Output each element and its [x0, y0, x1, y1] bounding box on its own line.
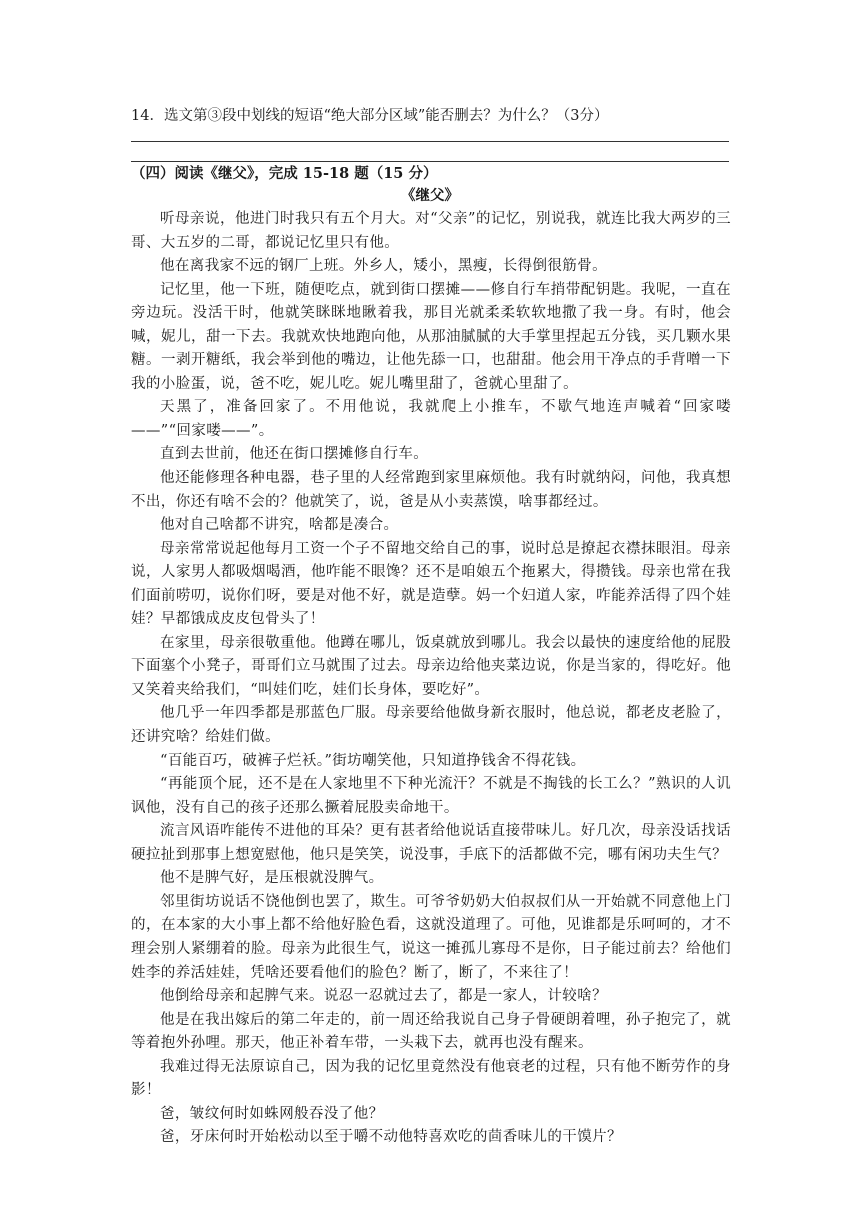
paragraph: 在家里，母亲很敬重他。他蹲在哪儿，饭桌就放到哪儿。我会以最快的速度给他的屁股下面塞个小凳子，哥哥们立马就围了过去。母亲边给他夹菜边说，你是当家的，得吃好。他又笑着夹给我们，“叫娃们吃，娃们长身体，要吃好”。 [131, 634, 731, 698]
paragraph: “再能顶个屁，还不是在人家地里不下种光流汗？不就是不掏钱的长工么？”熟识的人讥讽他，没有自己的孩子还那么撅着屁股卖命地干。 [131, 776, 731, 816]
paragraph: 邻里街坊说话不饶他倒也罢了，欺生。可爷爷奶奶大伯叔叔们从一开始就不同意他上门的，在本家的大小事上都不给他好脸色看，这就没道理了。可他，见谁都是乐呵呵的，才不理会别人紧绷着的脸。母亲为此很生气，说这一摊孤儿寡母不是你，日子能过前去？给他们姓李的养活娃娃，凭啥还要看他们的脸色？断了，断了，不来往了！ [131, 893, 731, 981]
paragraph: 他在离我家不远的钢厂上班。外乡人，矮小，黑瘦，长得倒很筋骨。 [160, 258, 607, 275]
paragraph: 他倒给母亲和起脾气来。说忍一忍就过去了，都是一家人，计较啥？ [160, 988, 607, 1005]
answer-line-2 [131, 161, 729, 162]
paragraph: 他不是脾气好，是压根就没脾气。 [160, 870, 384, 887]
section-heading: （四）阅读《继父》，完成 15-18 题（15 分） [131, 165, 438, 182]
paragraph: 记忆里，他一下班，随便吃点，就到街口摆摊——修自行车捎带配钥匙。我呢，一直在旁边玩。没活干时，他就笑眯眯地瞅着我，那目光就柔柔软软地撒了我一身。有时，他会喊，妮儿，甜一下去。我就欢快地跑向他，从那油腻腻的大手掌里捏起五分钱，买几颗水果糖。一剥开糖纸，我会举到他的嘴边，让他先舔一口，也甜甜。他会用干净点的手背噌一下我的小脸蛋，说，爸不吃，妮儿吃。妮儿嘴里甜了，爸就心里甜了。 [131, 281, 731, 392]
paragraph: 他几乎一年四季都是那蓝色厂服。母亲要给他做身新衣服时，他总说，都老皮老脸了，还讲究啥？给娃们做。 [131, 705, 731, 746]
question-14: 14．选文第③段中划线的短语“绝大部分区域”能否删去？为什么？（3分） [131, 108, 609, 124]
paragraph: 直到去世前，他还在街口摆摊修自行车。 [160, 446, 429, 463]
paragraph: “百能百巧，破裤子烂袄。”街坊嘲笑他，只知道挣钱舍不得花钱。 [160, 752, 586, 769]
paragraph: 爸，牙床何时开始松动以至于嚼不动他特喜欢吃的茴香味儿的干馍片？ [160, 1129, 622, 1146]
paragraph: 爸，皱纹何时如蛛网般吞没了他？ [160, 1105, 384, 1122]
paragraph: 他是在我出嫁后的第二年走的，前一周还给我说自己身子骨硬朗着哩，孙子抱完了，就等着抱外孙哩。那天，他正补着车带，一头栽下去，就再也没有醒来。 [131, 1011, 731, 1052]
paragraph: 他还能修理各种电器，巷子里的人经常跑到家里麻烦他。我有时就纳闷，问他，我真想不出，你还有啥不会的？他就笑了，说，爸是从小卖蒸馍，啥事都经过。 [131, 470, 731, 510]
paragraph: 我难过得无法原谅自己，因为我的记忆里竟然没有他衰老的过程，只有他不断劳作的身影！ [131, 1058, 731, 1099]
paragraph: 天黑了，准备回家了。不用他说，我就爬上小推车，不歇气地连声喊着“回家喽——”“回家喽——”。 [131, 399, 731, 439]
article-body [131, 208, 731, 1150]
paragraph: 他对自己啥都不讲究，啥都是凑合。 [160, 517, 399, 534]
paragraph: 流言风语咋能传不进他的耳朵？更有甚者给他说话直接带味儿。好几次，母亲没话找话硬拉扯到那事上想宽慰他，他只是笑笑，说没事，手底下的活都做不完，哪有闲功夫生气？ [131, 823, 731, 863]
paragraph: 听母亲说，他进门时我只有五个月大。对“父亲”的记忆，别说我，就连比我大两岁的三哥、大五岁的二哥，都说记忆里只有他。 [131, 211, 731, 251]
paragraph: 母亲常常说起他每月工资一个子不留地交给自己的事，说时总是撩起衣襟抹眼泪。母亲说，人家男人都吸烟喝酒，他咋能不眼馋？还不是咱娘五个拖累大，得攒钱。母亲也常在我们面前唠叨，说你们呀，要是对他不好，就是造孽。妈一个妇道人家，咋能养活得了四个娃娃？早都饿成皮皮包骨头了！ [131, 540, 731, 628]
article-title: 《继父》 [401, 187, 459, 204]
answer-line-1 [131, 141, 729, 142]
